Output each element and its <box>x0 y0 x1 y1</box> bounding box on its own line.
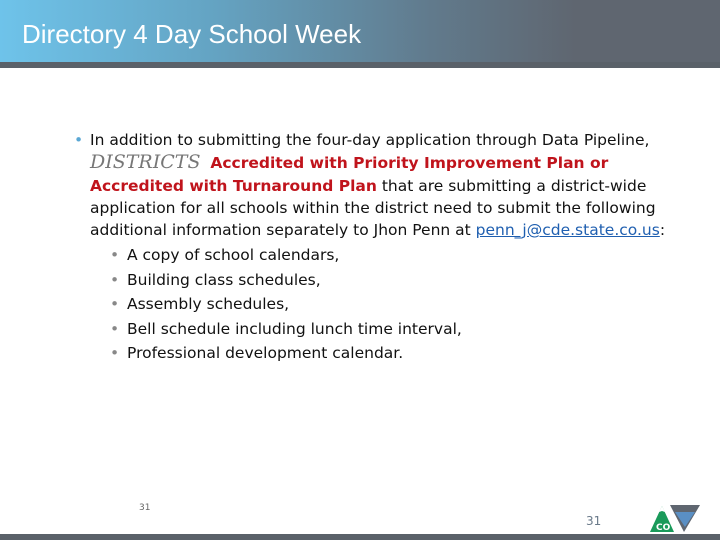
slide-header <box>0 0 720 62</box>
header-divider <box>0 62 720 68</box>
intro-text-2: that are submitting a district-wide application for all schools within the district need to submit the following additional information separately to Jhon Penn at <box>90 176 656 240</box>
page-number: 31 <box>586 514 602 528</box>
list-item: • Professional development calendar. <box>127 341 700 366</box>
accreditation-text: Accredited with Priority Improvement Plan or Accredited with Turnaround Plan <box>90 154 609 195</box>
colorado-logo-icon <box>648 503 702 533</box>
list-item: • Bell schedule including lunch time interval, <box>127 317 700 342</box>
slide-title: Directory 4 Day School Week <box>22 19 362 49</box>
list-item: • Assembly schedules, <box>127 292 700 317</box>
slide-body <box>74 129 700 366</box>
footer-divider <box>0 534 720 540</box>
svg-text:CO: CO <box>656 523 671 533</box>
list-item: • A copy of school calendars, <box>127 243 700 268</box>
intro-text-3: : <box>659 221 666 240</box>
requirements-list <box>127 243 700 366</box>
districts-text: DISTRICTS <box>90 151 201 174</box>
intro-text: In addition to submitting the four-day application through Data Pipeline, <box>90 131 650 149</box>
list-item: • Building class schedules, <box>127 268 700 293</box>
small-page-number: 31 <box>139 503 151 513</box>
bullet-icon: • <box>74 131 84 149</box>
email-link[interactable]: penn_j@cde.state.co.us <box>475 221 660 240</box>
